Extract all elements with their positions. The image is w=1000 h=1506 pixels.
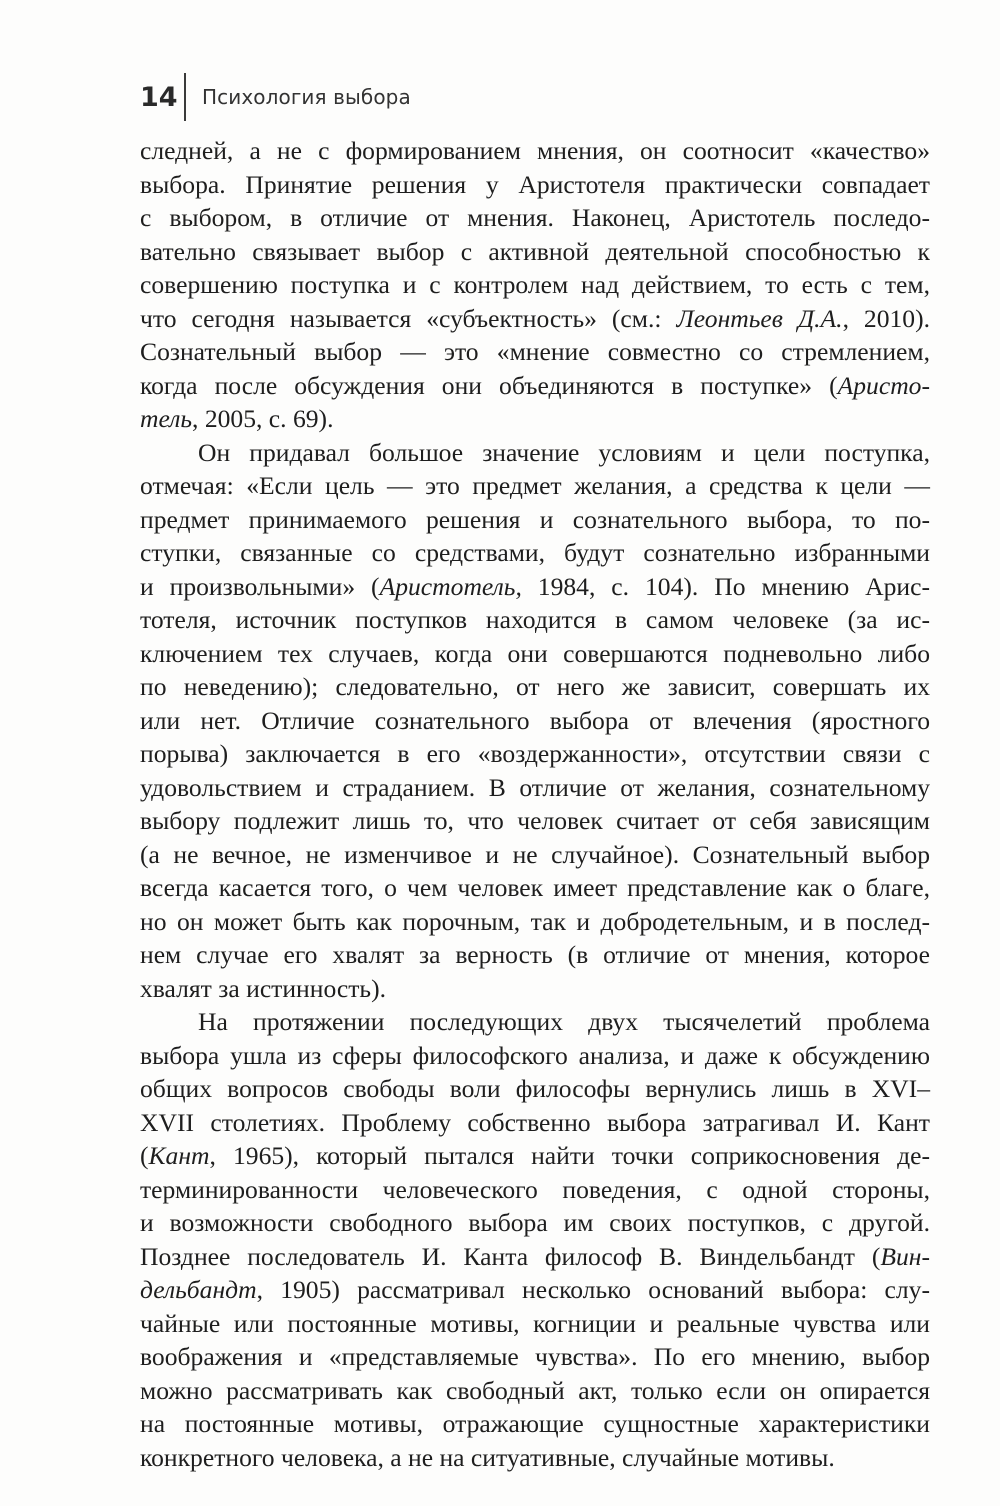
text-run: 1984, с. 104). По мнению Арис-: [521, 571, 930, 601]
text-run: предмет принимаемого решения и сознательного выбора, то по-: [140, 504, 930, 534]
text-run: на постоянные мотивы, отражающие сущностные характеристики: [140, 1409, 930, 1438]
text-line: [140, 1039, 930, 1073]
text-line: [140, 938, 930, 972]
text-run: хвалят за истинность).: [140, 973, 387, 1003]
text-line: [140, 1005, 930, 1039]
text-line: [140, 436, 930, 470]
text-line: [140, 1106, 930, 1140]
running-title: Психология выбора: [202, 85, 411, 109]
text-run: с выбором, в отличие от мнения. Наконец, Аристотель последо-: [140, 203, 930, 232]
text-run: всегда касается того, о чем человек имеет представление как о благе,: [140, 873, 930, 902]
text-run: конкретного человека, а не на ситуативные, случайные мотивы.: [140, 1442, 835, 1472]
italic-citation: Кант: [148, 1141, 210, 1170]
text-run: общих вопросов свободы воли философы вернулись лишь в XVI–: [140, 1074, 930, 1103]
text-run: воображения и «представляемые чувства». По его мнению, выбор: [140, 1342, 930, 1371]
text-run: отмечая: «Если цель — это предмет желания, а средства к цели —: [140, 471, 930, 500]
text-line: [140, 536, 930, 570]
text-run: вательно связывает выбор с активной деятельной способностью к: [140, 236, 930, 266]
text-line: [140, 1340, 930, 1374]
text-run: , 1905) рассматривал несколько оснований выбора: слу-: [256, 1275, 930, 1304]
text-run: можно рассматривать как свободный акт, только если он опирается: [140, 1375, 930, 1405]
text-line: [140, 603, 930, 637]
text-run: тотеля, источник поступков находится в самом человеке (за ис-: [140, 605, 930, 634]
text-run: чайные или постоянные мотивы, когниции и реальные чувства или: [140, 1308, 930, 1338]
text-line: [140, 201, 930, 235]
text-line: [140, 1240, 930, 1274]
paragraph: [140, 436, 930, 1006]
text-line: [140, 1173, 930, 1207]
header-divider: [184, 73, 186, 121]
text-line: [140, 335, 930, 369]
paragraph: [140, 1005, 930, 1474]
text-run: , 2005, с. 69).: [192, 404, 334, 433]
text-line: [140, 1407, 930, 1441]
text-run: или нет. Отличие сознательного выбора от влечения (яростного: [140, 705, 930, 735]
text-line: [140, 134, 930, 168]
text-line: [140, 469, 930, 503]
text-run: Сознательный выбор — это «мнение совместно со стремлением,: [140, 337, 930, 366]
page-number: 14: [140, 81, 178, 113]
text-run: (а не вечное, не изменчивое и не случайное). Сознательный выбор: [140, 839, 930, 869]
text-run: Он придавал большое значение условиям и цели поступка,: [198, 437, 930, 467]
text-line: [140, 670, 930, 704]
text-line: [140, 1206, 930, 1240]
text-run: Позднее последователь И. Канта философ В. Виндельбандт (: [140, 1241, 881, 1271]
text-line: [140, 905, 930, 939]
italic-citation: Аристо-: [837, 370, 930, 400]
italic-citation: тель: [140, 404, 193, 433]
text-line: [140, 1307, 930, 1341]
text-line: [140, 268, 930, 302]
text-run: ключением тех случаев, когда они совершаются подневольно либо: [140, 638, 930, 668]
text-run: удовольствием и страданием. В отличие от желания, сознательному: [140, 772, 930, 802]
text-run: нем случае его хвалят за верность (в отличие от мнения, которое: [140, 940, 930, 969]
text-line: [140, 804, 930, 838]
text-line: [140, 972, 930, 1006]
italic-citation: Аристотель,: [379, 571, 522, 601]
text-run: совершению поступка и с контролем над действием, то есть с тем,: [140, 270, 930, 299]
text-run: но он может быть как порочным, так и добродетельным, и в послед-: [140, 906, 930, 936]
text-run: порыва) заключается в его «воздержанности», отсутствии связи с: [140, 739, 930, 768]
text-line: [140, 737, 930, 771]
text-line: [140, 838, 930, 872]
italic-citation: Леонтьев Д.А.: [676, 303, 843, 333]
paragraph: [140, 134, 930, 436]
text-line: [140, 1072, 930, 1106]
text-line: [140, 235, 930, 269]
text-run: терминированности человеческого поведения, с одной стороны,: [140, 1174, 930, 1204]
text-line: [140, 871, 930, 905]
text-line: [140, 168, 930, 202]
text-run: XVII столетиях. Проблему собственно выбора затрагивал И. Кант: [140, 1107, 930, 1137]
body-text: [140, 134, 930, 1474]
text-line: [140, 570, 930, 604]
italic-citation: дельбандт: [140, 1275, 257, 1304]
text-run: по неведению); следовательно, от него же зависит, совершать их: [140, 672, 930, 701]
text-run: и произвольными» (: [140, 571, 380, 601]
text-line: [140, 369, 930, 403]
text-run: что сегодня называется «субъектность» (см.:: [140, 303, 677, 333]
text-line: [140, 302, 930, 336]
running-header: [140, 72, 411, 122]
text-run: (: [140, 1141, 149, 1170]
text-run: выбора. Принятие решения у Аристотеля практически совпадает: [140, 169, 930, 199]
text-line: [140, 1441, 930, 1475]
text-run: и возможности свободного выбора им своих поступков, с другой.: [140, 1208, 930, 1237]
text-run: выбору подлежит лишь то, что человек считает от себя зависящим: [140, 806, 930, 835]
text-run: когда после обсуждения они объединяются в поступке» (: [140, 370, 838, 400]
text-line: [140, 1374, 930, 1408]
text-line: [140, 1273, 930, 1307]
text-line: [140, 1139, 930, 1173]
text-run: На протяжении последующих двух тысячелетий проблема: [198, 1007, 930, 1036]
text-run: следней, а не с формированием мнения, он соотносит «качество»: [140, 136, 930, 165]
text-run: выбора ушла из сферы философского анализа, и даже к обсуждению: [140, 1040, 930, 1070]
text-line: [140, 637, 930, 671]
text-line: [140, 704, 930, 738]
text-run: ступки, связанные со средствами, будут сознательно избранными: [140, 538, 930, 567]
text-line: [140, 771, 930, 805]
text-line: [140, 503, 930, 537]
text-line: [140, 402, 930, 436]
text-run: , 2010).: [842, 303, 931, 333]
italic-citation: Вин-: [880, 1241, 930, 1271]
text-run: , 1965), который пытался найти точки соприкосновения де-: [209, 1141, 930, 1170]
